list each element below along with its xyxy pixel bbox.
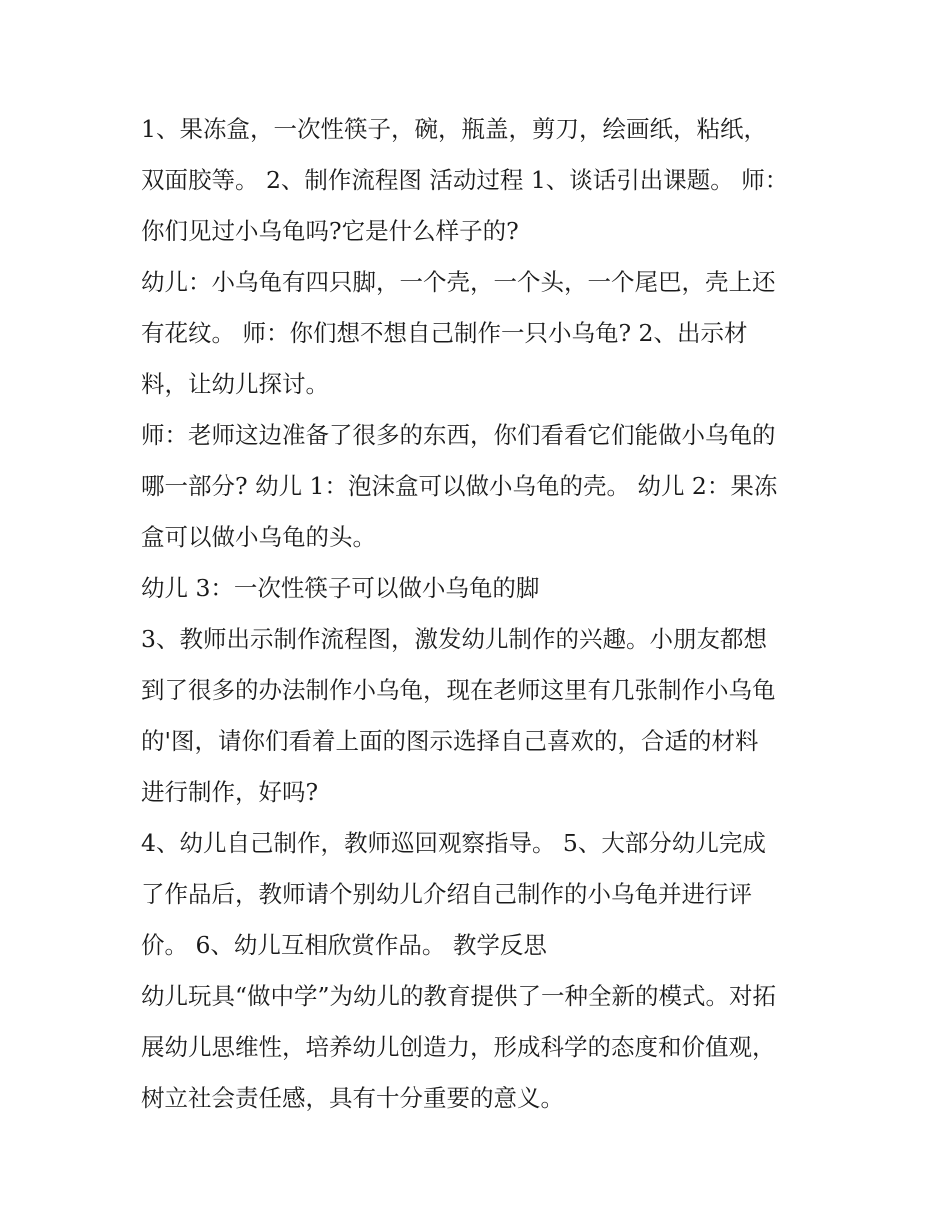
text-line: 1、果冻盒，一次性筷子，碗，瓶盖，剪刀，绘画纸，粘纸， <box>141 115 767 143</box>
text-line: 幼儿：小乌龟有四只脚，一个壳，一个头，一个尾巴，壳上还 <box>141 268 776 296</box>
text-line: 幼儿玩具“做中学”为幼儿的教育提供了一种全新的模式。对拓 <box>141 982 777 1010</box>
text-line: 双面胶等。 2、制作流程图 活动过程 1、谈话引出课题。 师： <box>141 166 789 194</box>
text-line: 价。 6、幼儿互相欣赏作品。 教学反思 <box>141 931 547 959</box>
text-line: 料，让幼儿探讨。 <box>141 370 329 398</box>
text-line: 你们见过小乌龟吗?它是什么样子的? <box>141 217 519 245</box>
text-line: 3、教师出示制作流程图，激发幼儿制作的兴趣。小朋友都想 <box>141 625 767 653</box>
text-line: 盒可以做小乌龟的头。 <box>141 523 376 551</box>
text-line: 4、幼儿自己制作，教师巡回观察指导。 5、大部分幼儿完成 <box>141 829 766 857</box>
text-line: 到了很多的办法制作小乌龟，现在老师这里有几张制作小乌龟 <box>141 676 776 704</box>
document-body <box>141 104 821 1124</box>
text-line: 展幼儿思维性，培养幼儿创造力，形成科学的态度和价值观， <box>141 1033 776 1061</box>
text-line: 幼儿 3：一次性筷子可以做小乌龟的脚 <box>141 574 540 602</box>
text-line: 师：老师这边准备了很多的东西，你们看看它们能做小乌龟的 <box>141 421 776 449</box>
text-line: 了作品后，教师请个别幼儿介绍自己制作的小乌龟并进行评 <box>141 880 752 908</box>
text-line: 有花纹。 师：你们想不想自己制作一只小乌龟? 2、出示材 <box>141 319 748 347</box>
text-line: 哪一部分? 幼儿 1：泡沫盒可以做小乌龟的壳。 幼儿 2：果冻 <box>141 472 778 500</box>
text-line: 树立社会责任感，具有十分重要的意义。 <box>141 1084 564 1112</box>
text-line: 的'图，请你们看着上面的图示选择自己喜欢的，合适的材料 <box>141 727 759 755</box>
text-line: 进行制作，好吗? <box>141 778 319 806</box>
